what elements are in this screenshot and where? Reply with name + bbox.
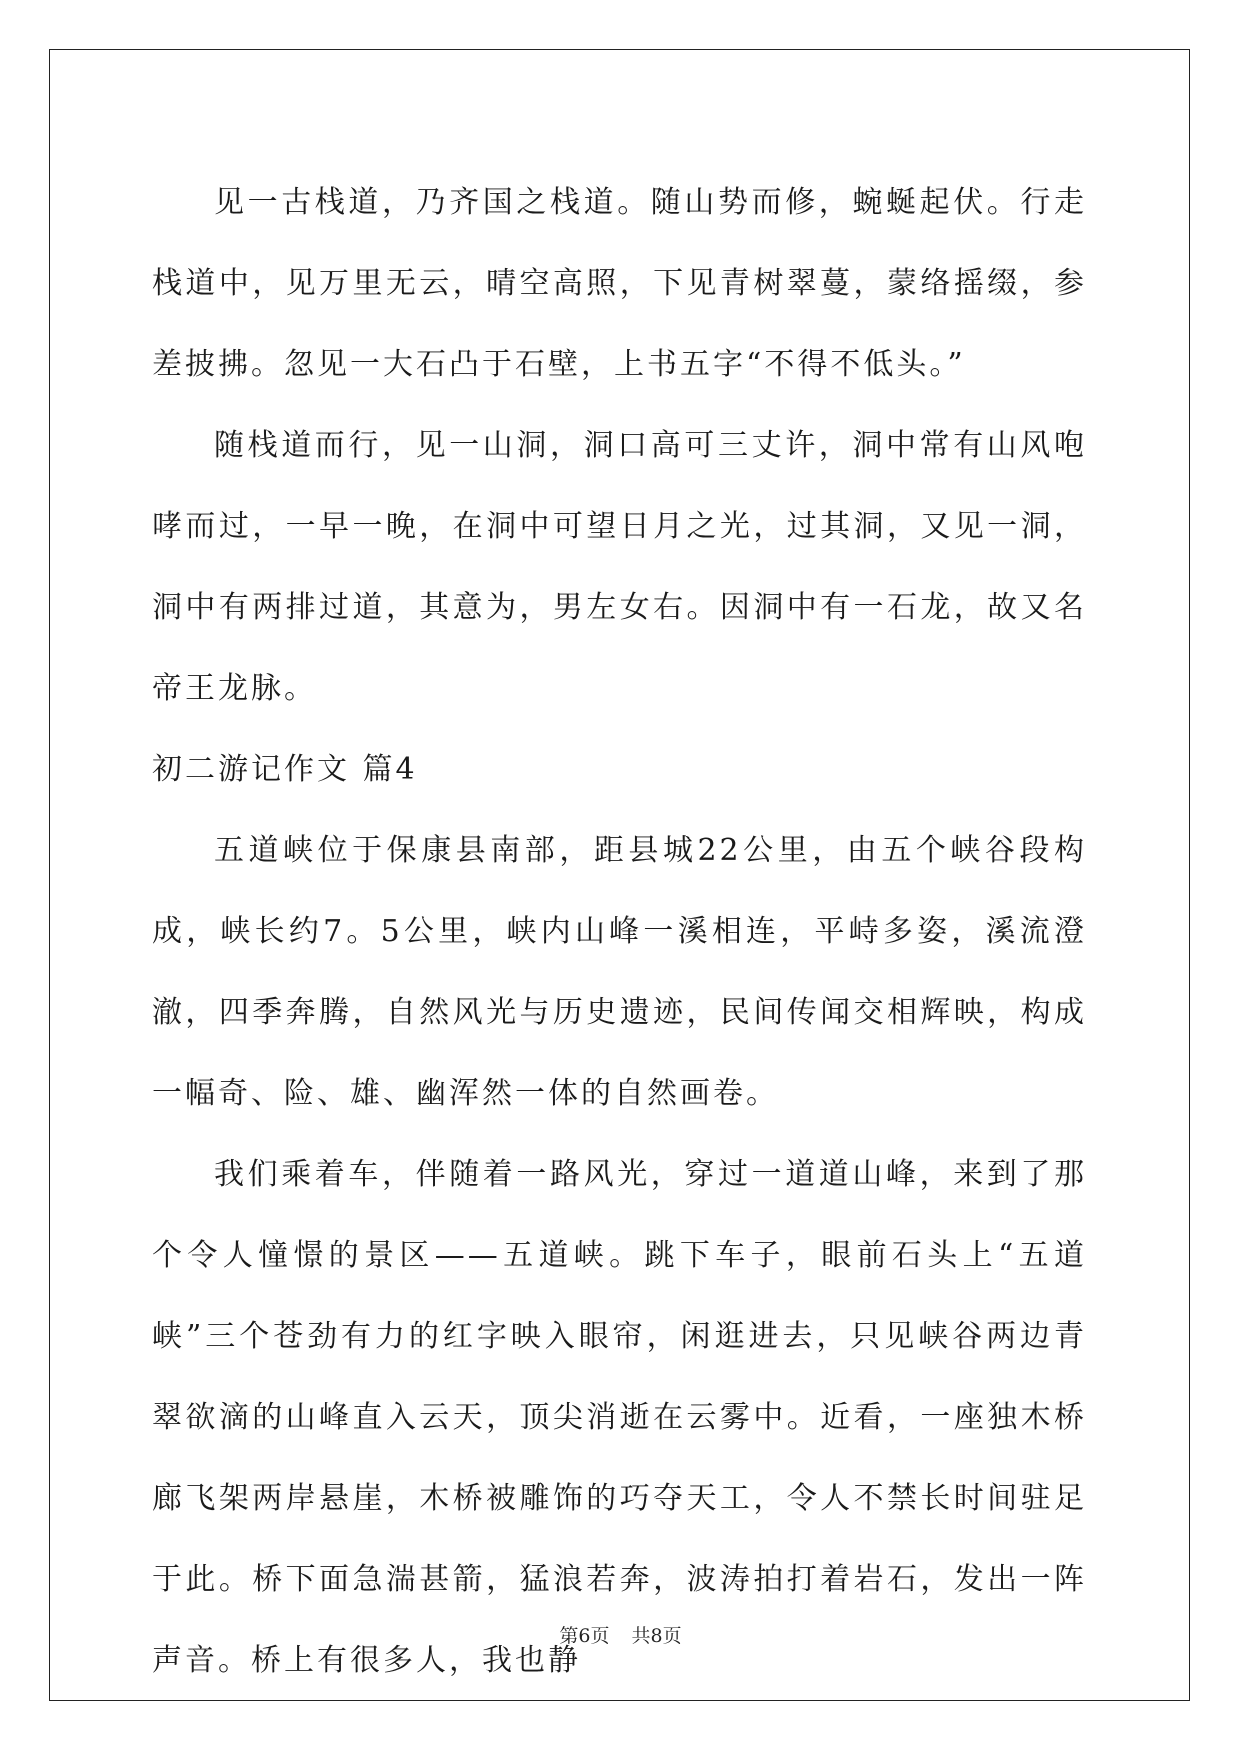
paragraph: 五道峡位于保康县南部，距县城22公里，由五个峡谷段构成，峡长约7。5公里，峡内山峰一溪相连，平峙多姿，溪流澄澈，四季奔腾，自然风光与历史遗迹，民间传闻交相辉映，构成一幅奇、险、雄、幽浑然一体的自然画卷。 bbox=[152, 833, 1087, 1111]
page-footer bbox=[0, 1621, 1241, 1648]
page-total: 共8页 bbox=[631, 1625, 682, 1647]
section-heading: 初二游记作文 篇4 bbox=[152, 752, 418, 787]
paragraph: 随栈道而行，见一山洞，洞口高可三丈许，洞中常有山风咆哮而过，一早一晚，在洞中可望日月之光，过其洞，又见一洞，洞中有两排过道，其意为，男左女右。因洞中有一石龙，故又名帝王龙脉。 bbox=[152, 428, 1087, 706]
document-body bbox=[152, 162, 1087, 1701]
paragraph: 见一古栈道，乃齐国之栈道。随山势而修，蜿蜒起伏。行走栈道中，见万里无云，晴空高照，下见青树翠蔓，蒙络摇缀，参差披拂。忽见一大石凸于石壁，上书五字“不得不低头。” bbox=[152, 185, 1087, 382]
paragraph: 我们乘着车，伴随着一路风光，穿过一道道山峰，来到了那个令人憧憬的景区——五道峡。跳下车子，眼前石头上“五道峡”三个苍劲有力的红字映入眼帘，闲逛进去，只见峡谷两边青翠欲滴的山峰直入云天，顶尖消逝在云雾中。近看，一座独木桥廊飞架两岸悬崖，木桥被雕饰的巧夺天工，令人不禁长时间驻足于此。桥下面急湍甚箭，猛浪若奔，波涛拍打着岩石，发出一阵声音。桥上有很多人，我也静 bbox=[152, 1157, 1087, 1678]
page-number: 第6页 bbox=[559, 1625, 610, 1647]
